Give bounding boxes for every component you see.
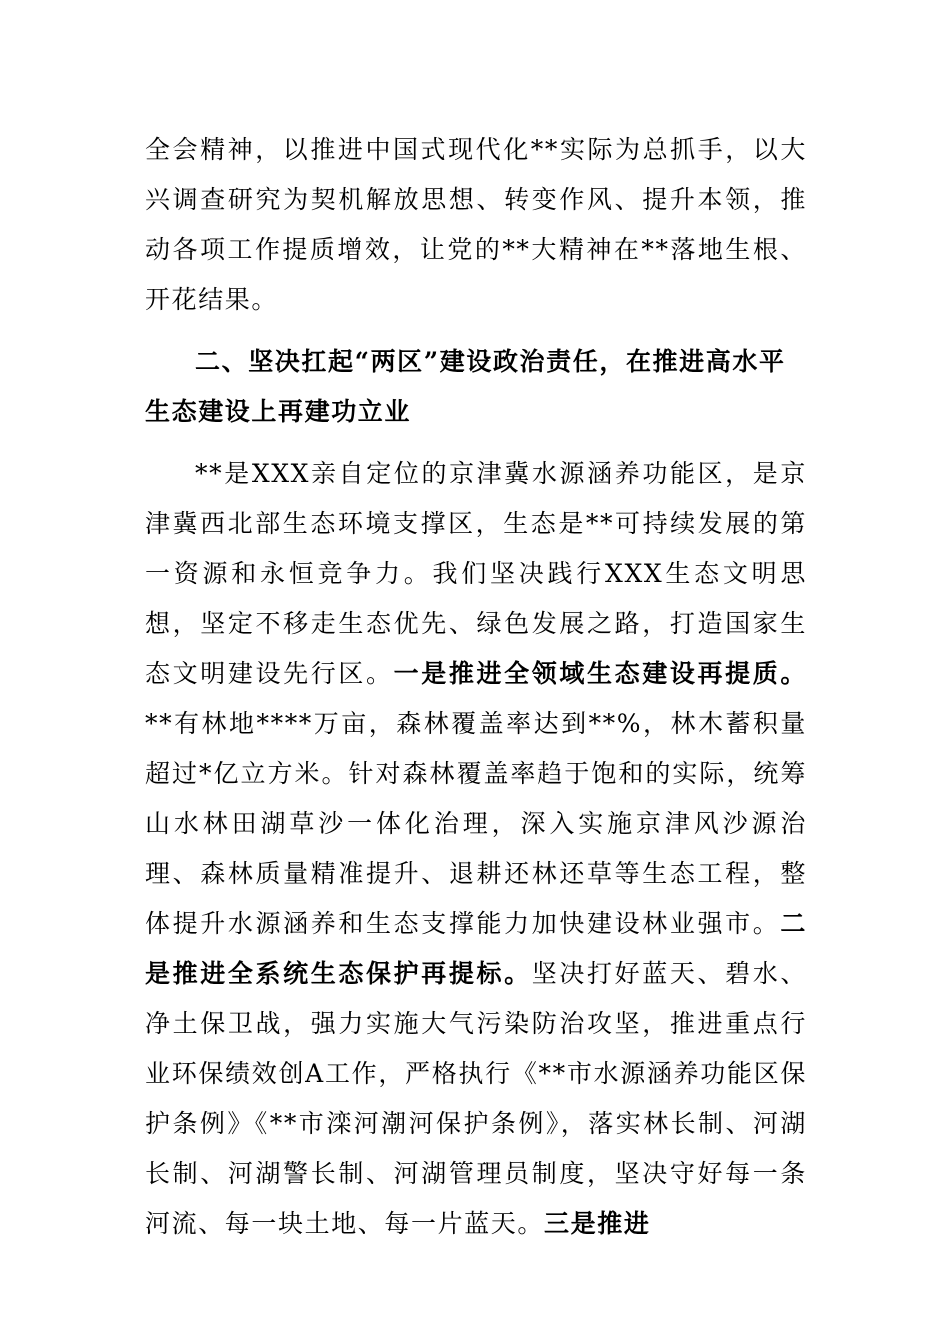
- section-intro-text: **是XXX亲自定位的京津冀水源涵养功能区，是京津冀西北部生态环境支撑区，生态是**可持续发展的第一资源和永恒竞争力。我们坚决践行XXX生态文明思想，坚定不移走生态优先、绿色发展之路，打造国家生态文明建设先行区。: [145, 459, 807, 688]
- paragraph-gap: [145, 325, 807, 337]
- point-2-body: 坚决打好蓝天、碧水、净土保卫战，强力实施大气污染防治攻坚，推进重点行业环保绩效创A工作，严格执行《**市水源涵养功能区保护条例》《**市滦河潮河保护条例》，落实林长制、河湖长制、河湖警长制、河湖管理员制度，坚决守好每一条河流、每一块土地、每一片蓝天。: [145, 959, 807, 1238]
- document-page: [145, 125, 807, 1249]
- section-heading: 二、坚决扛起“两区”建设政治责任，在推进高水平生态建设上再建功立业: [145, 347, 786, 426]
- paragraph-gap: [145, 437, 807, 449]
- point-1-title: 一是推进全领域生态建设再提质。: [393, 659, 807, 688]
- paragraph-continuation: 全会精神，以推进中国式现代化**实际为总抓手，以大兴调查研究为契机解放思想、转变作风、提升本领，推动各项工作提质增效，让党的**大精神在**落地生根、开花结果。: [145, 135, 807, 314]
- point-1-body: **有林地****万亩，森林覆盖率达到**%，林木蓄积量超过*亿立方米。针对森林覆盖率趋于饱和的实际，统筹山水林田湖草沙一体化治理，深入实施京津风沙源治理、森林质量精准提升、退耕还林还草等生态工程，整体提升水源涵养和生态支撑能力加快建设林业强市。: [145, 709, 807, 938]
- point-3-title: 三是推进: [544, 1209, 651, 1238]
- section-body-paragraph: [145, 449, 807, 1249]
- point-2-title: 二是推进全系统生态保护再提标。: [145, 909, 807, 988]
